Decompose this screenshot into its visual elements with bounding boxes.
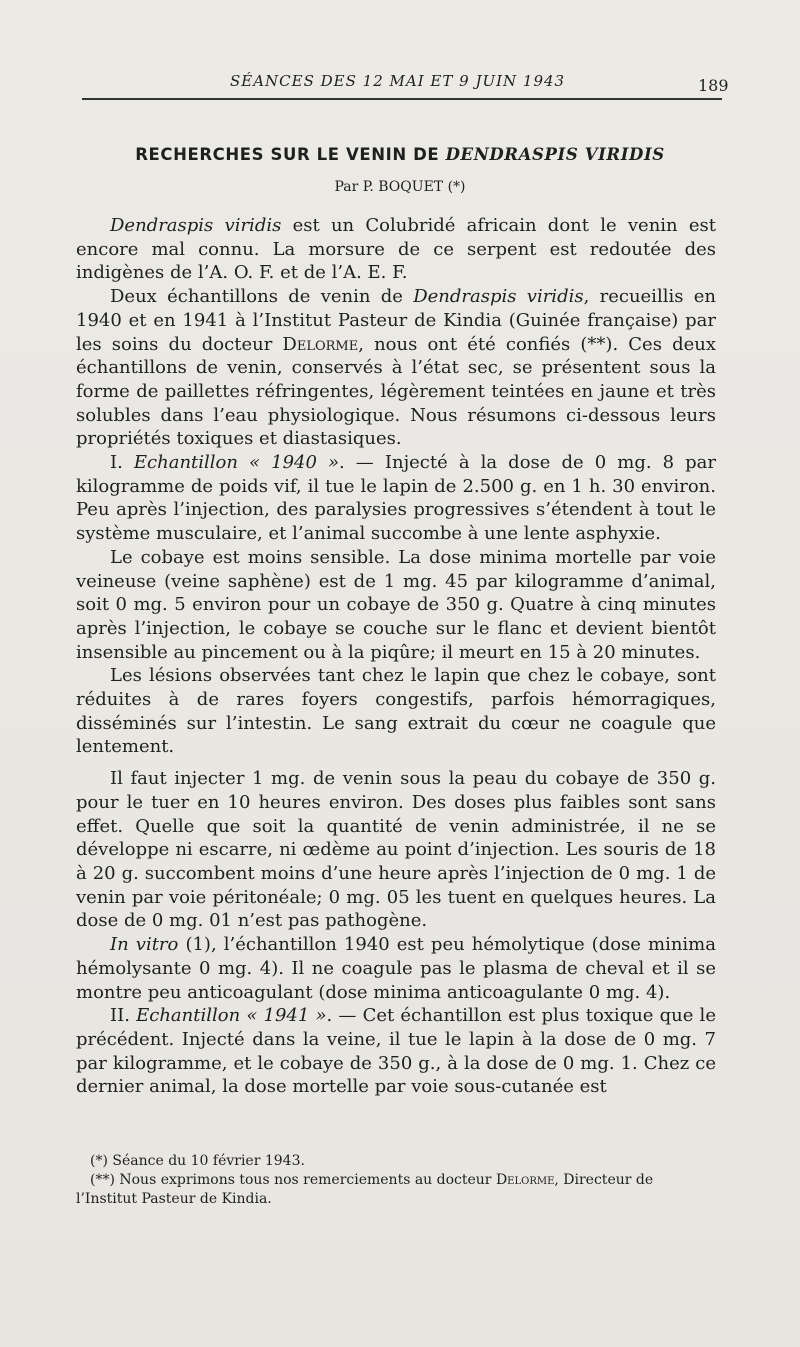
- author-name: Delorme: [495, 1172, 555, 1188]
- sample-label: Echantillon « 1940 »: [133, 452, 340, 474]
- footnote-2: (**) Nous exprimons tous nos remerciements au docteur Delorme, Directeur de l’Institut Pasteur de Kindia.: [76, 1172, 654, 1207]
- running-head: SÉANCES DES 12 MAI ET 9 JUIN 1943: [230, 72, 566, 90]
- paragraph-sample-1940: I. Echantillon « 1940 ». — Injecté à la dose de 0 mg. 8 par kilogramme de poids vif, il tue le lapin de 2.500 g. en 1 h. 30 environ. Peu après l’injection, des paralysies progressives s’étendent à tout le système musculaire, et l’animal succombe à une lente asphyxie.: [76, 452, 717, 545]
- author-name: Delorme: [282, 333, 359, 355]
- species-name: Dendraspis viridis: [413, 286, 584, 308]
- title-species: DENDRASPIS VIRIDIS: [445, 145, 665, 164]
- paragraph-guinea-pig: Le cobaye est moins sensible. La dose minima mortelle par voie veineuse (veine saphène) est de 1 mg. 45 par kilogramme d’animal, soit 0 mg. 5 environ pour un cobaye de 350 g. Quatre à cinq minutes après l’injection, le cobaye se couche sur le flanc et devient bientôt insensible au pincement ou à la piqûre; il meurt en 15 à 20 minutes.: [76, 546, 716, 663]
- paragraph-lesions: Les lésions observées tant chez le lapin que chez le cobaye, sont réduites à de rares foyers congestifs, parfois hémorragiques, disséminés sur l’intestin. Le sang extrait du cœur ne coagule que lentement.: [76, 665, 716, 758]
- title-prefix: RECHERCHES SUR LE VENIN DE: [135, 145, 446, 164]
- footnotes: [76, 1152, 716, 1209]
- in-vitro-label: In vitro: [110, 934, 179, 956]
- species-name: Dendraspis viridis: [110, 215, 282, 236]
- page-number: 189: [698, 76, 729, 95]
- paragraph-sample-1941: II. Echantillon « 1941 ». — Cet échantillon est plus toxique que le précédent. Injecté dans la veine, il tue le lapin à la dose de 0 mg. 7 par kilogramme, et le cobaye de 350 g., à la dose de 0 mg. 1. Chez ce dernier animal, la dose mortelle par voie sous-cutanée est: [76, 1005, 716, 1098]
- sample-label: Echantillon « 1941 »: [136, 1005, 327, 1027]
- paragraph-samples: Deux échantillons de venin de Dendraspis viridis, recueillis en 1940 et en 1941 à l’Institut Pasteur de Kindia (Guinée française) par les soins du docteur Delorme, nous ont été confiés (**). Ces deux échantillons de venin, conservés à l’état sec, se présentent sous la forme de paillettes réfringentes, légèrement teintées en jaune et très solubles dans l’eau physiologique. Nous résumons ci-dessous leurs propriétés toxiques et diastasiques.: [76, 286, 716, 450]
- article-title: [0, 145, 800, 164]
- paragraph-intro: Dendraspis viridis est un Colubridé africain dont le venin est encore mal connu. La morsure de ce serpent est redoutée des indigènes de l’A. O. F. et de l’A. E. F.: [76, 215, 716, 284]
- byline: Par P. BOQUET (*): [334, 179, 466, 195]
- footnote-1: (*) Séance du 10 février 1943.: [90, 1153, 305, 1169]
- paragraph-in-vitro: In vitro (1), l’échantillon 1940 est peu hémolytique (dose minima hémolysante 0 mg. 4). Il ne coagule pas le plasma de cheval et il se montre peu anticoagulant (dose minima anticoagulante 0 mg. 4).: [76, 934, 716, 1003]
- article-body: [76, 214, 716, 1099]
- paragraph-subcutaneous: Il faut injecter 1 mg. de venin sous la peau du cobaye de 350 g. pour le tuer en 10 heures environ. Des doses plus faibles sont sans effet. Quelle que soit la quantité de venin administrée, il ne se développe ni escarre, ni œdème au point d’injection. Les souris de 18 à 20 g. succombent moins d’une heure après l’injection de 0 mg. 1 de venin par voie péritonéale; 0 mg. 05 les tuent en quelques heures. La dose de 0 mg. 01 n’est pas pathogène.: [76, 768, 716, 932]
- header-rule: [82, 98, 722, 100]
